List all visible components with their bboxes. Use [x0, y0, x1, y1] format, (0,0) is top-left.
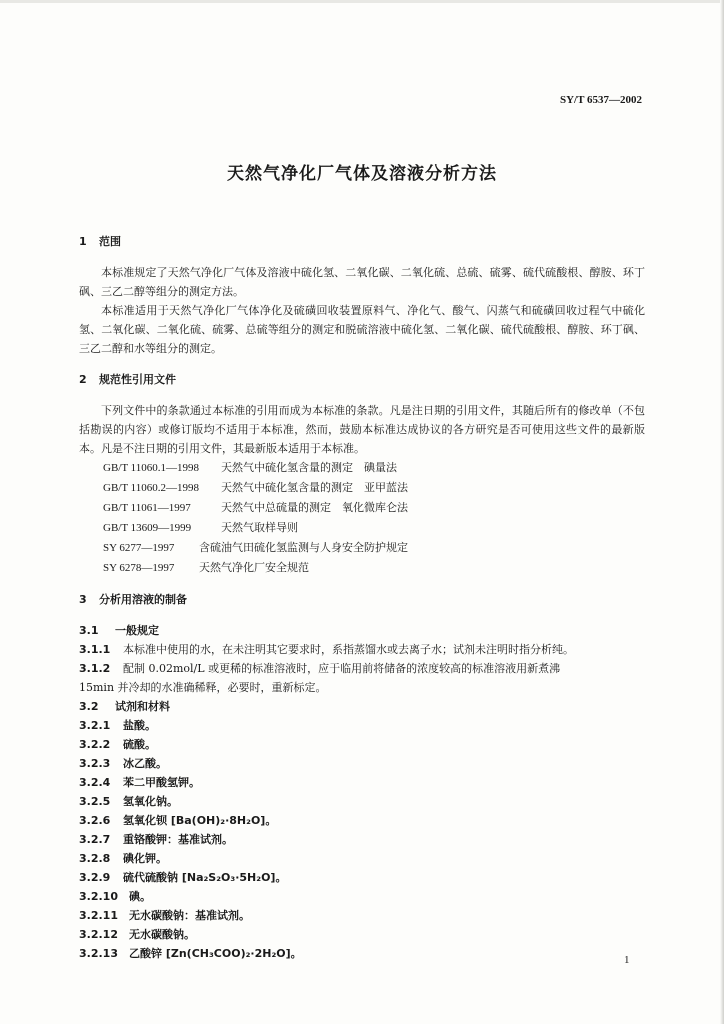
- clause-text: 本标准中使用的水，在未注明其它要求时，系指蒸馏水或去离子水；试剂未注明时指分析纯。: [123, 643, 574, 656]
- reference-code: GB/T 11060.1—1998: [103, 462, 199, 474]
- clause-text: 碘化钾。: [123, 852, 167, 865]
- clause-number: 3.1.1: [79, 643, 111, 656]
- reference-title: 天然气中总硫量的测定 氧化微库仑法: [221, 501, 408, 514]
- clause: [79, 925, 645, 944]
- clause: [79, 792, 645, 811]
- clause-text: 硫酸。: [123, 738, 156, 751]
- clause: [79, 716, 645, 735]
- clause-text: 盐酸。: [123, 719, 156, 732]
- clause-title: 一般规定: [115, 624, 159, 637]
- paragraph: 本标准规定了天然气净化厂气体及溶液中硫化氢、二氧化碳、二氧化硫、总硫、硫雾、硫代硫酸根、醇胺、环丁砜、三乙二醇等组分的测定方法。: [79, 266, 645, 298]
- reference-title: 含硫油气田硫化氢监测与人身安全防护规定: [199, 541, 408, 554]
- scan-edge-top: [0, 0, 724, 3]
- clause-text: 无水碳酸钠。: [129, 928, 195, 941]
- spacer: [79, 389, 645, 401]
- reference-item: [79, 538, 645, 558]
- paragraph: 本标准适用于天然气净化厂气体净化及硫磺回收装置原料气、净化气、酸气、闪蒸气和硫磺回收过程气中硫化氢、二氧化碳、二氧化硫、硫雾、总硫等组分的测定和脱硫溶液中硫化氢、二氧化碳、硫代硫酸根、醇胺、环丁砜、三乙二醇和水等组分的测定。: [79, 304, 645, 355]
- clause-heading: [79, 697, 645, 716]
- page-number: 1: [624, 954, 630, 966]
- section-3-heading: [79, 590, 645, 609]
- reference-title: 天然气中硫化氢含量的测定 碘量法: [221, 461, 397, 474]
- clause: [79, 735, 645, 754]
- clause-number: 3.2.4: [79, 776, 111, 789]
- clause-text: 硫代硫酸钠 [Na₂S₂O₃·5H₂O]。: [123, 871, 287, 884]
- spacer: [79, 358, 645, 370]
- clause: [79, 906, 645, 925]
- clause-text: 配制 0.02mol/L 或更稀的标准溶液时，应于临用前将储备的浓度较高的标准溶液用新煮沸: [123, 662, 561, 675]
- clause-number: 3.1.2: [79, 662, 111, 675]
- spacer: [79, 251, 645, 263]
- clause-title: 试剂和材料: [115, 700, 170, 713]
- clause-number: 3.2.12: [79, 928, 118, 941]
- clause: [79, 887, 645, 906]
- reference-item: [79, 518, 645, 538]
- clause-number: 3.2.13: [79, 947, 118, 960]
- clause-text: 无水碳酸钠：基准试剂。: [129, 909, 250, 922]
- spacer: [79, 609, 645, 621]
- clause-text: 氢氧化钡 [Ba(OH)₂·8H₂O]。: [123, 814, 277, 827]
- section-2-heading: [79, 370, 645, 389]
- clause: [79, 754, 645, 773]
- spacer: [79, 578, 645, 590]
- clause-heading: [79, 621, 645, 640]
- reference-title: 天然气取样导则: [221, 521, 298, 534]
- section-title: 分析用溶液的制备: [99, 593, 187, 606]
- clause-number: 3.1: [79, 624, 99, 637]
- reference-code: GB/T 13609—1999: [103, 522, 192, 534]
- paragraph: 下列文件中的条款通过本标准的引用而成为本标准的条款。凡是注日期的引用文件，其随后所有的修改单（不包括勘误的内容）或修订版均不适用于本标准，然而，鼓励本标准达成协议的各方研究是否可使用这些文件的最新版本。凡是不注日期的引用文件，其最新版本适用于本标准。: [79, 404, 645, 455]
- reference-code: SY 6278—1997: [103, 562, 175, 574]
- clause-number: 3.2.6: [79, 814, 111, 827]
- clause-number: 3.2.2: [79, 738, 111, 751]
- clause-text: 碘。: [129, 890, 151, 903]
- clause-text: 冰乙酸。: [123, 757, 167, 770]
- clause-number: 3.2.7: [79, 833, 111, 846]
- reference-code: GB/T 11061—1997: [103, 502, 191, 514]
- section-1-heading: [79, 232, 645, 251]
- clause-text: 苯二甲酸氢钾。: [123, 776, 200, 789]
- clause-number: 3.2.3: [79, 757, 111, 770]
- clause-text: 氢氧化钠。: [123, 795, 178, 808]
- reference-item: [79, 498, 645, 518]
- reference-item: [79, 478, 645, 498]
- section-title: 范围: [99, 235, 121, 248]
- section-number: 2: [79, 373, 87, 386]
- section-number: 3: [79, 593, 87, 606]
- reference-code: SY 6277—1997: [103, 542, 175, 554]
- reference-code: GB/T 11060.2—1998: [103, 482, 199, 494]
- clause: [79, 811, 645, 830]
- clause: [79, 944, 645, 963]
- section-title: 规范性引用文件: [99, 373, 176, 386]
- document-title: 天然气净化厂气体及溶液分析方法: [227, 164, 497, 184]
- clause: [79, 830, 645, 849]
- clause-text: 重铬酸钾：基准试剂。: [123, 833, 233, 846]
- clause: [79, 868, 645, 887]
- standard-code: SY/T 6537—2002: [559, 94, 642, 106]
- reference-item: [79, 458, 645, 478]
- clause: [79, 849, 645, 868]
- clause: [79, 659, 645, 678]
- section-number: 1: [79, 235, 87, 248]
- reference-title: 天然气中硫化氢含量的测定 亚甲蓝法: [221, 481, 408, 494]
- clause: [79, 640, 645, 659]
- clause-number: 3.2.5: [79, 795, 111, 808]
- clause-continuation: 15min 并冷却的水准确稀释，必要时，重新标定。: [79, 681, 327, 694]
- clause-number: 3.2.8: [79, 852, 111, 865]
- document-body: [79, 232, 645, 963]
- clause-number: 3.2.11: [79, 909, 118, 922]
- reference-title: 天然气净化厂安全规范: [199, 561, 309, 574]
- clause-number: 3.2.1: [79, 719, 111, 732]
- clause-number: 3.2.10: [79, 890, 118, 903]
- scan-edge-right: [720, 0, 724, 1024]
- clause-number: 3.2.9: [79, 871, 111, 884]
- clause-number: 3.2: [79, 700, 99, 713]
- clause: [79, 773, 645, 792]
- clause-text: 乙酸锌 [Zn(CH₃COO)₂·2H₂O]。: [129, 947, 302, 960]
- reference-item: [79, 558, 645, 578]
